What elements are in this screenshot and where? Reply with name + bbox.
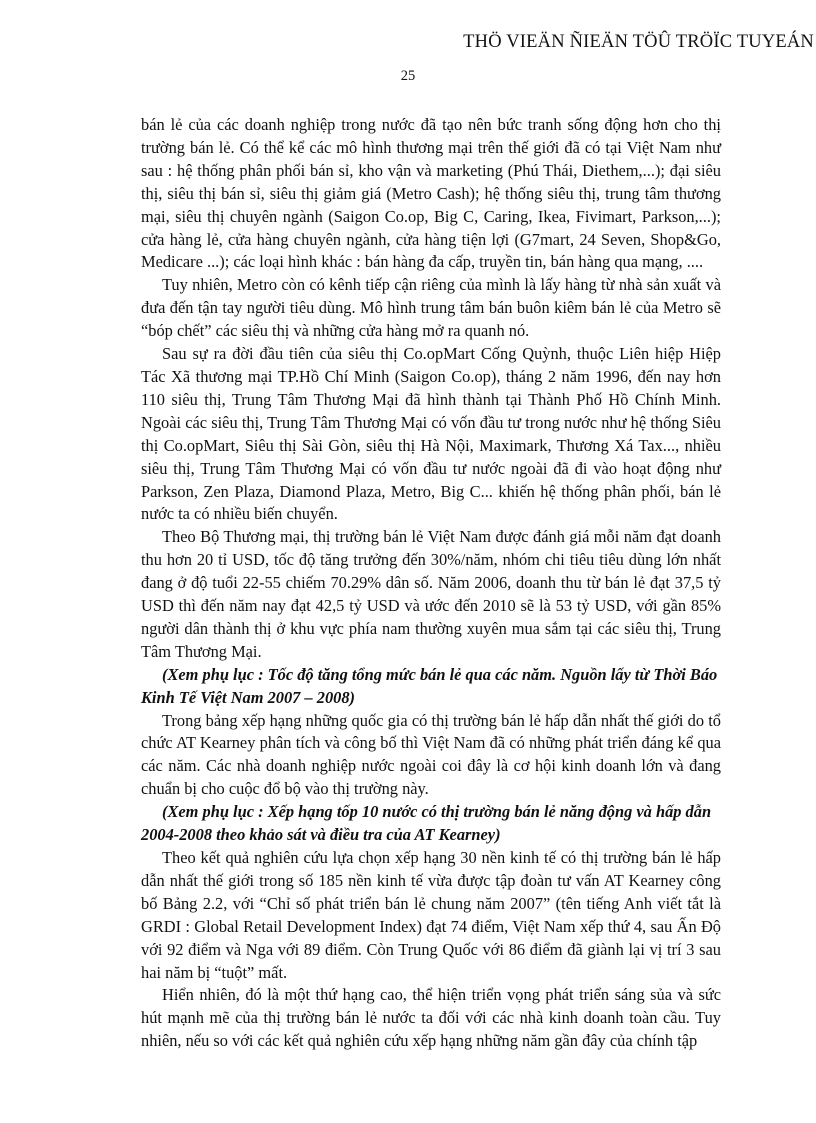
paragraph: bán lẻ của các doanh nghiệp trong nước đã tạo nên bức tranh sống động hơn cho thị trường bán lẻ. Có thể kể các mô hình thương mại trên thế giới đã có tại Việt Nam như sau : hệ thống phân phối bán sỉ, kho vận và marketing (Phú Thái, Diethem,...); đại siêu thị, siêu thị bán sỉ, siêu thị giảm giá (Metro Cash); hệ thống siêu thị, trung tâm thương mại, siêu thị chuyên ngành (Saigon Co.op, Big C, Caring, Ikea, Fivimart, Parkson,...); cửa hàng lẻ, cửa hàng chuyên ngành, cửa hàng tiện lợi (G7mart, 24 Seven, Shop&Go, Medicare ...); các loại hình khác : bán hàng đa cấp, truyền tin, bán hàng qua mạng, .... <box>141 115 721 272</box>
paragraph: Theo Bộ Thương mại, thị trường bán lẻ Việt Nam được đánh giá mỗi năm đạt doanh thu hơn 20 tỉ USD, tốc độ tăng trưởng đến 30%/năm, nhóm chi tiêu tiêu dùng lớn nhất đang ở độ tuổi 22-55 chiếm 70.29% dân số. Năm 2006, doanh thu từ bán lẻ đạt 37,5 tỷ USD thì đến năm nay đạt 42,5 tỷ USD và ước đến 2010 sẽ là 53 tỷ USD, với gần 85% người dân thành thị ở khu vực phía nam thường xuyên mua sắm tại các siêu thị, Trung Tâm Thương Mại. <box>141 527 721 661</box>
appendix-note: (Xem phụ lục : Tốc độ tăng tổng mức bán lẻ qua các năm. Nguồn lấy từ Thời Báo Kinh Tế Việt Nam 2007 – 2008) <box>141 664 718 707</box>
header-title: THÖ VIEÄN ÑIEÄN TÖÛ TRÖÏC TUYEÁN <box>463 32 814 52</box>
paragraph: Theo kết quả nghiên cứu lựa chọn xếp hạng 30 nền kinh tế có thị trường bán lẻ hấp dẫn nhất thế giới trong số 185 nền kinh tế vừa được tập đoàn tư vấn AT Kearney công bố Bảng 2.2, với “Chỉ số phát triển bán lẻ chung năm 2007” (tên tiếng Anh viết tắt là GRDI : Global Retail Development Index) đạt 74 điểm, Việt Nam xếp thứ 4, sau Ấn Độ với 92 điểm và Nga với 89 điểm. Còn Trung Quốc với 86 điểm đã giành lại vị trí 3 sau hai năm bị “tuột” mất. <box>141 848 721 982</box>
page-number: 25 <box>400 68 416 84</box>
paragraph: Hiển nhiên, đó là một thứ hạng cao, thể hiện triển vọng phát triển sáng sủa và sức hút mạnh mẽ của thị trường bán lẻ nước ta đối với các nhà kinh doanh toàn cầu. Tuy nhiên, nếu so với các kết quả nghiên cứu xếp hạng những năm gần đây của chính tập <box>141 985 721 1051</box>
appendix-note: (Xem phụ lục : Xếp hạng tốp 10 nước có thị trường bán lẻ năng động và hấp dẫn 2004-2008 theo khảo sát và điều tra của AT Kearney) <box>141 802 712 845</box>
paragraph: Sau sự ra đời đầu tiên của siêu thị Co.opMart Cống Quỳnh, thuộc Liên hiệp Hiệp Tác Xã thương mại TP.Hồ Chí Minh (Saigon Co.op), tháng 2 năm 1996, đến nay hơn 110 siêu thị, Trung Tâm Thương Mại đã hình thành tại Thành Phố Hồ Chính Minh. Ngoài các siêu thị, Trung Tâm Thương Mại có vốn đầu tư trong nước như hệ thống Siêu thị Co.opMart, Siêu thị Sài Gòn, siêu thị Hà Nội, Maximark, Thương Xá Tax..., nhiều siêu thị, Trung Tâm Thương Mại có vốn đầu tư nước ngoài đã đi vào hoạt động như Parkson, Zen Plaza, Diamond Plaza, Metro, Big C... khiến hệ thống phân phối, bán lẻ nước ta có nhiều biến chuyển. <box>141 344 721 524</box>
document-body <box>141 114 721 1053</box>
paragraph: Tuy nhiên, Metro còn có kênh tiếp cận riêng của mình là lấy hàng từ nhà sản xuất và đưa đến tận tay người tiêu dùng. Mô hình trung tâm bán buôn kiêm bán lẻ của Metro sẽ “bóp chết” các siêu thị và những cửa hàng mở ra quanh nó. <box>141 275 721 341</box>
paragraph: Trong bảng xếp hạng những quốc gia có thị trường bán lẻ hấp dẫn nhất thế giới do tổ chức AT Kearney phân tích và công bố thì Việt Nam đã có những phát triển đáng kể qua các năm. Các nhà doanh nghiệp nước ngoài coi đây là cơ hội kinh doanh lớn và đang chuẩn bị cho cuộc đổ bộ vào thị trường này. <box>141 710 721 799</box>
